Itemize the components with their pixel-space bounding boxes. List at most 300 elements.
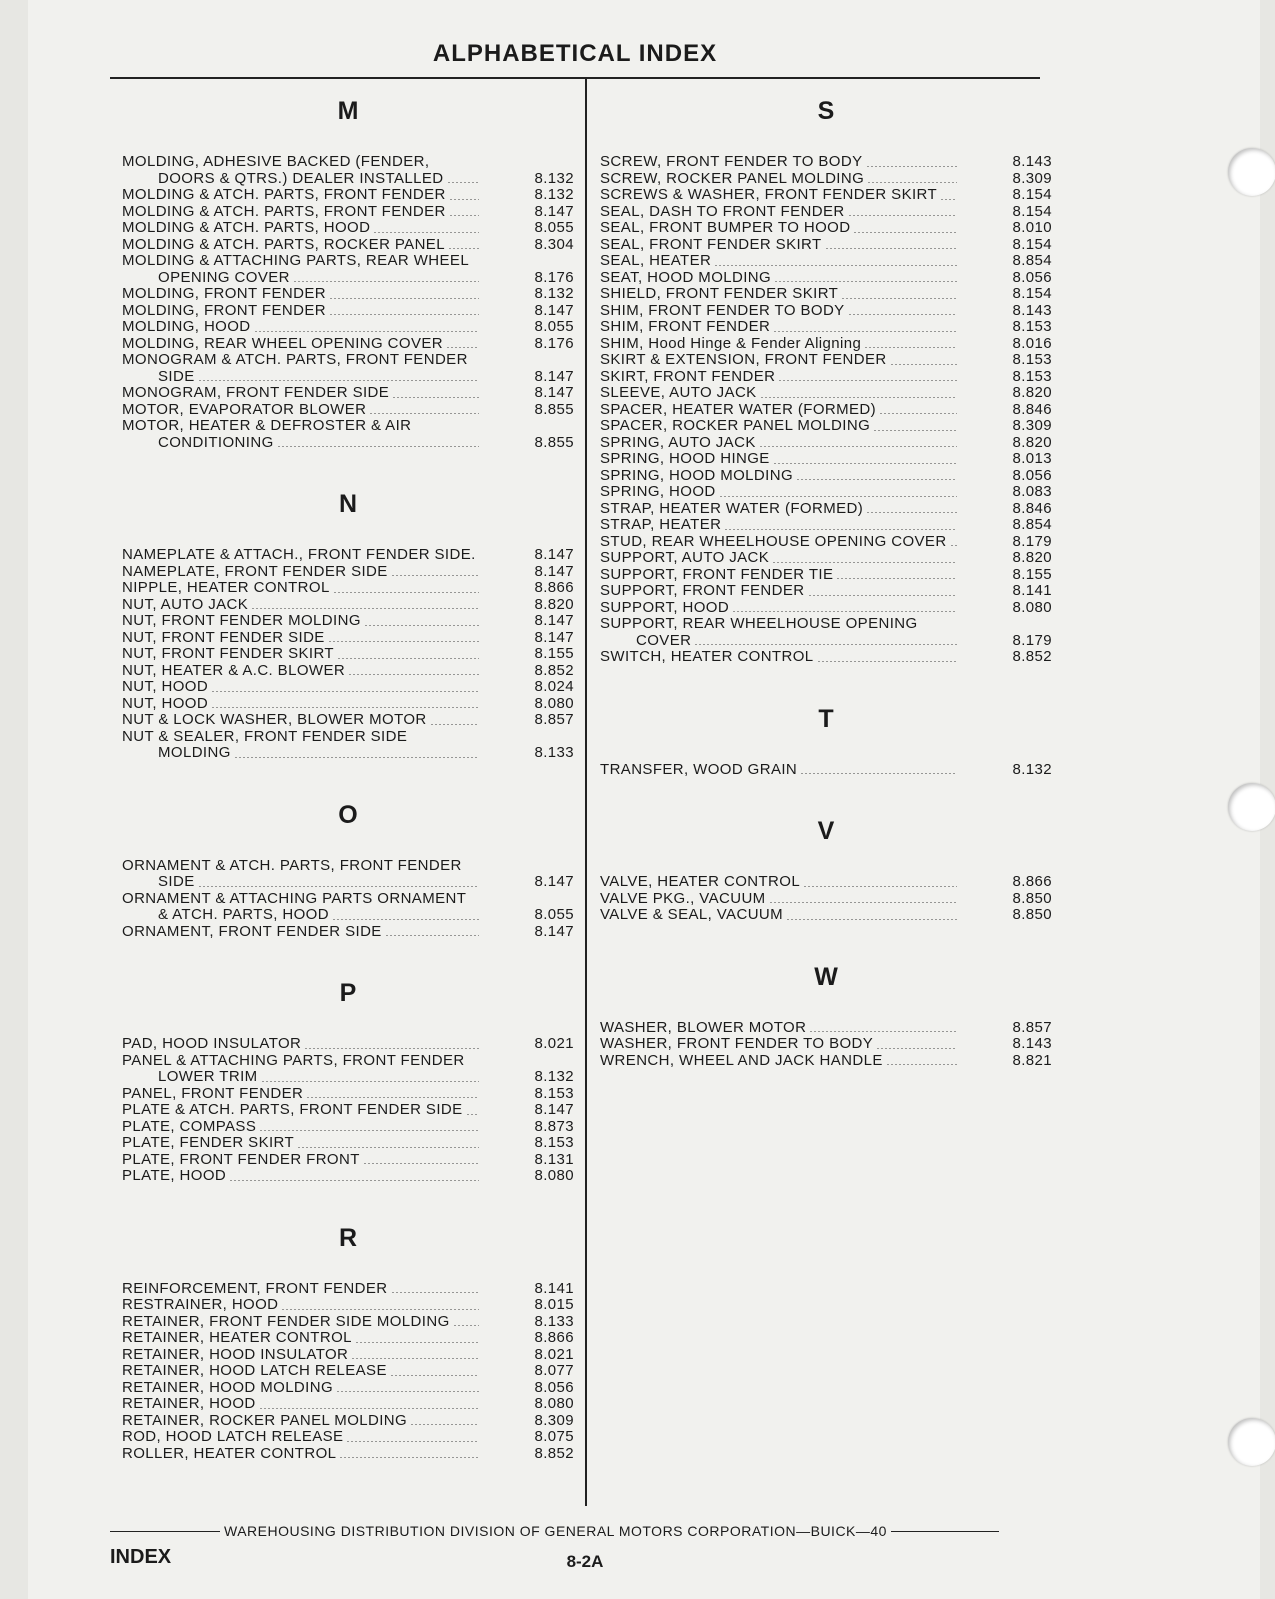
page-reference: 8.846 <box>1012 400 1052 418</box>
leader-dots <box>329 298 479 299</box>
leader-dots <box>772 562 957 563</box>
leader-dots <box>297 1147 479 1148</box>
entry-text: SEAL, DASH TO FRONT FENDER <box>600 203 845 220</box>
index-entry <box>122 1281 574 1298</box>
page-reference: 8.013 <box>1012 450 1052 467</box>
entry-text: WRENCH, WHEEL AND JACK HANDLE <box>600 1052 883 1069</box>
entry-text: NUT & LOCK WASHER, BLOWER MOTOR <box>122 712 427 728</box>
leader-dots <box>339 1457 479 1458</box>
column-divider <box>585 78 587 1506</box>
left-column <box>122 92 574 1462</box>
page-reference: 8.143 <box>1012 1035 1052 1052</box>
index-entry <box>122 286 574 303</box>
entry-text: NAMEPLATE, FRONT FENDER SIDE <box>122 563 388 580</box>
index-entry <box>600 616 1052 649</box>
section-letter: T <box>818 704 834 733</box>
entry-text: VALVE & SEAL, VACUUM <box>600 907 784 923</box>
page-reference: 8.304 <box>534 235 574 253</box>
index-entry <box>600 517 1052 534</box>
leader-dots <box>363 1163 479 1164</box>
leader-dots <box>853 232 957 233</box>
page-reference: 8.080 <box>1012 598 1052 616</box>
page-reference: 8.866 <box>534 579 574 596</box>
entry-text: SUPPORT, HOOD <box>600 599 730 616</box>
index-section <box>600 700 1052 779</box>
leader-dots <box>449 199 479 200</box>
index-section <box>600 958 1052 1070</box>
leader-dots <box>430 724 479 725</box>
page-reference: 8.820 <box>1012 549 1052 566</box>
index-entry <box>122 204 574 221</box>
section-letter: M <box>337 97 359 125</box>
index-entry <box>122 220 574 237</box>
page-reference: 8.820 <box>1012 384 1052 401</box>
entry-text: SEAL, FRONT FENDER SKIRT <box>600 236 822 253</box>
entry-text: NUT & SEALER, FRONT FENDER SIDE <box>122 728 408 745</box>
page-reference: 8.141 <box>534 1279 574 1297</box>
entry-text: PANEL, FRONT FENDER <box>122 1085 304 1102</box>
index-entry <box>600 1036 1052 1053</box>
page-reference: 8.855 <box>534 433 574 451</box>
page-reference: 8.147 <box>534 628 574 646</box>
index-entry <box>122 547 574 564</box>
leader-dots <box>234 757 479 758</box>
leader-dots <box>333 592 479 593</box>
page-reference: 8.055 <box>534 219 574 236</box>
page-reference: 8.820 <box>534 595 574 613</box>
entry-text: SCREW, FRONT FENDER TO BODY <box>600 154 863 170</box>
leader-dots <box>391 575 479 576</box>
entry-text: NUT, HOOD <box>122 695 209 712</box>
index-section <box>122 1219 574 1463</box>
index-entry <box>600 204 1052 221</box>
index-entry <box>122 1363 574 1380</box>
entry-text: NUT, FRONT FENDER SKIRT <box>122 646 334 662</box>
index-section <box>122 974 574 1185</box>
entry-text: NUT, FRONT FENDER MOLDING <box>122 613 361 629</box>
section-letter: O <box>338 800 358 829</box>
index-section <box>600 92 1052 666</box>
entry-text: SWITCH, HEATER CONTROL <box>600 649 814 665</box>
leader-dots <box>809 1031 957 1032</box>
index-entry <box>122 630 574 647</box>
index-entry <box>122 154 574 187</box>
index-entry <box>122 663 574 680</box>
leader-dots <box>281 1309 479 1310</box>
index-entry <box>600 303 1052 320</box>
page-reference: 8.155 <box>1012 565 1052 583</box>
entry-text: ROD, HOOD LATCH RELEASE <box>122 1429 344 1445</box>
index-entry <box>122 1380 574 1397</box>
index-entry <box>600 352 1052 369</box>
page-reference: 8.179 <box>1012 631 1052 649</box>
index-entry <box>600 649 1052 666</box>
entry-text: VALVE PKG., VACUUM <box>600 890 766 907</box>
entry-text: NUT, HOOD <box>122 679 209 695</box>
page-reference: 8.010 <box>1012 219 1052 236</box>
index-entry <box>600 319 1052 336</box>
entry-text: MOTOR, HEATER & DEFROSTER & AIR <box>122 418 412 434</box>
page-reference: 8.024 <box>534 678 574 695</box>
page-reference: 8.147 <box>534 1101 574 1118</box>
leader-dots <box>773 331 957 332</box>
entry-text: MONOGRAM, FRONT FENDER SIDE <box>122 385 390 401</box>
index-entry <box>600 369 1052 386</box>
entry-text: MOLDING & ATTACHING PARTS, REAR WHEEL <box>122 253 470 269</box>
leader-dots <box>453 1325 479 1326</box>
index-entry <box>600 484 1052 501</box>
page-reference: 8.133 <box>534 1312 574 1330</box>
leader-dots <box>808 595 957 596</box>
entry-text: DOORS & QTRS.) DEALER INSTALLED <box>158 170 444 187</box>
entry-text: SUPPORT, AUTO JACK <box>600 550 770 566</box>
leader-dots <box>351 1358 479 1359</box>
page-reference: 8.846 <box>1012 499 1052 517</box>
page-reference: 8.075 <box>534 1428 574 1445</box>
page-reference: 8.154 <box>1012 285 1052 302</box>
page-reference: 8.147 <box>534 367 574 385</box>
entry-text: NUT, FRONT FENDER SIDE <box>122 629 325 646</box>
index-entry <box>122 1119 574 1136</box>
entry-text: RETAINER, HOOD <box>122 1396 256 1412</box>
section-gap <box>122 451 574 485</box>
leader-dots <box>390 1375 479 1376</box>
leader-dots <box>786 919 957 920</box>
entry-text: LOWER TRIM <box>158 1069 258 1085</box>
entry-text: OPENING COVER <box>158 269 290 286</box>
entry-text: MOLDING & ATCH. PARTS, FRONT FENDER <box>122 187 446 203</box>
index-entry <box>600 385 1052 402</box>
page-reference: 8.021 <box>534 1345 574 1363</box>
binder-hole <box>1228 148 1275 196</box>
page-reference: 8.857 <box>1012 1018 1052 1036</box>
leader-dots <box>304 1048 479 1049</box>
page-reference: 8.080 <box>534 1395 574 1412</box>
entry-text: SKIRT & EXTENSION, FRONT FENDER <box>600 352 887 368</box>
page-reference: 8.179 <box>1012 532 1052 550</box>
leader-dots <box>332 919 479 920</box>
leader-dots <box>448 248 479 249</box>
index-entry <box>122 187 574 204</box>
index-entry <box>122 712 574 729</box>
entry-text: SLEEVE, AUTO JACK <box>600 385 757 401</box>
title-rule <box>110 77 1040 79</box>
index-entry <box>600 171 1052 188</box>
page-reference: 8.873 <box>534 1117 574 1135</box>
page-reference: 8.854 <box>1012 252 1052 269</box>
index-entry <box>600 550 1052 567</box>
entry-text: REINFORCEMENT, FRONT FENDER <box>122 1280 388 1297</box>
index-entry <box>600 451 1052 468</box>
leader-dots <box>293 281 479 282</box>
leader-dots <box>306 1097 479 1098</box>
entry-text: RETAINER, ROCKER PANEL MOLDING <box>122 1412 408 1429</box>
leader-dots <box>346 1441 479 1442</box>
page-reference: 8.852 <box>1012 648 1052 665</box>
page-reference: 8.133 <box>534 744 574 761</box>
index-entry <box>600 402 1052 419</box>
entry-text: STRAP, HEATER <box>600 517 722 533</box>
entry-text: SUPPORT, FRONT FENDER <box>600 583 805 599</box>
index-entry <box>600 418 1052 435</box>
index-entry <box>122 385 574 402</box>
entry-text: NIPPLE, HEATER CONTROL <box>122 580 330 596</box>
leader-dots <box>447 182 479 183</box>
index-entry <box>122 646 574 663</box>
entry-text: NUT, AUTO JACK <box>122 596 249 613</box>
entry-text: PLATE, COMPASS <box>122 1118 257 1135</box>
entry-text: MOLDING, FRONT FENDER <box>122 302 326 319</box>
entry-text: MOLDING & ATCH. PARTS, HOOD <box>122 220 371 236</box>
index-entry <box>600 1053 1052 1070</box>
page-reference: 8.821 <box>1012 1051 1052 1069</box>
index-entry <box>122 1347 574 1364</box>
leader-dots <box>198 380 479 381</box>
entry-text: MOLDING, ADHESIVE BACKED (FENDER, <box>122 154 430 170</box>
entry-text: RETAINER, HOOD INSULATOR <box>122 1346 349 1363</box>
leader-dots <box>873 430 957 431</box>
page-reference: 8.820 <box>1012 433 1052 451</box>
index-entry <box>600 762 1052 779</box>
index-entry <box>600 501 1052 518</box>
leader-dots <box>867 182 957 183</box>
page-reference: 8.309 <box>1012 169 1052 187</box>
leader-dots <box>446 347 479 348</box>
index-section <box>600 812 1052 924</box>
entry-text: SPACER, HEATER WATER (FORMED) <box>600 401 877 418</box>
section-gap <box>600 666 1052 700</box>
index-entry <box>122 1152 574 1169</box>
section-letter: N <box>338 490 358 518</box>
index-entry <box>600 220 1052 237</box>
section-letter: V <box>817 817 835 845</box>
index-entry <box>600 253 1052 270</box>
entry-text: ORNAMENT & ATCH. PARTS, FRONT FENDER <box>122 857 462 874</box>
entry-text: MONOGRAM & ATCH. PARTS, FRONT FENDER <box>122 352 468 368</box>
leader-dots <box>277 446 479 447</box>
index-entry <box>600 237 1052 254</box>
entry-text: SEAL, HEATER <box>600 253 712 269</box>
leader-dots <box>803 886 957 887</box>
entry-text: PANEL & ATTACHING PARTS, FRONT FENDER <box>122 1052 465 1069</box>
entry-text: RESTRAINER, HOOD <box>122 1297 279 1313</box>
page-reference: 8.147 <box>534 922 574 940</box>
leader-dots <box>364 625 479 626</box>
index-entry <box>600 336 1052 353</box>
entry-text: MOLDING, FRONT FENDER <box>122 286 326 302</box>
entry-text: SPACER, ROCKER PANEL MOLDING <box>600 418 871 434</box>
entry-text: SCREW, ROCKER PANEL MOLDING <box>600 170 865 187</box>
index-entry <box>122 1413 574 1430</box>
footer-section-label: INDEX <box>110 1546 172 1568</box>
entry-text: & ATCH. PARTS, HOOD <box>158 907 329 923</box>
leader-dots <box>879 413 957 414</box>
index-section <box>122 796 574 941</box>
index-entry <box>600 907 1052 924</box>
index-entry <box>122 1446 574 1463</box>
entry-text: MOTOR, EVAPORATOR BLOWER <box>122 401 367 418</box>
index-entry <box>122 891 574 924</box>
page-reference: 8.153 <box>1012 367 1052 385</box>
page-reference: 8.147 <box>534 562 574 580</box>
page-reference: 8.852 <box>534 1444 574 1462</box>
page-reference: 8.077 <box>534 1362 574 1379</box>
page-reference: 8.850 <box>1012 906 1052 923</box>
entry-text: SEAT, HOOD MOLDING <box>600 269 772 286</box>
entry-text: SHIM, Hood Hinge & Fender Aligning <box>600 335 862 352</box>
index-entry <box>122 1086 574 1103</box>
index-entry <box>122 613 574 630</box>
leader-dots <box>259 1408 479 1409</box>
entry-text: SCREWS & WASHER, FRONT FENDER SKIRT <box>600 187 938 203</box>
page-reference: 8.056 <box>1012 268 1052 286</box>
index-entry <box>122 858 574 891</box>
entry-text: SKIRT, FRONT FENDER <box>600 368 776 385</box>
leader-dots <box>329 314 479 315</box>
index-entry <box>600 435 1052 452</box>
index-entry <box>122 402 574 419</box>
entry-text: ORNAMENT, FRONT FENDER SIDE <box>122 923 382 940</box>
entry-text: VALVE, HEATER CONTROL <box>600 874 801 890</box>
section-letter: R <box>338 1223 358 1252</box>
leader-dots <box>760 397 957 398</box>
index-entry <box>122 1053 574 1086</box>
page-reference: 8.866 <box>534 1329 574 1346</box>
leader-dots <box>769 902 957 903</box>
page-reference: 8.153 <box>1012 318 1052 335</box>
index-entry <box>600 286 1052 303</box>
index-entry <box>600 874 1052 891</box>
leader-dots <box>254 331 479 332</box>
index-entry <box>600 270 1052 287</box>
entry-text: ORNAMENT & ATTACHING PARTS ORNAMENT <box>122 890 467 907</box>
entry-text: SHIM, FRONT FENDER TO BODY <box>600 302 845 319</box>
page-reference: 8.154 <box>1012 186 1052 203</box>
entry-text: MOLDING & ATCH. PARTS, ROCKER PANEL <box>122 236 445 253</box>
page-reference: 8.021 <box>534 1035 574 1052</box>
index-entry <box>122 1330 574 1347</box>
page-reference: 8.866 <box>1012 873 1052 890</box>
entry-text: RETAINER, HOOD LATCH RELEASE <box>122 1363 387 1379</box>
page-reference: 8.176 <box>534 268 574 286</box>
leader-dots <box>950 545 957 546</box>
leader-dots <box>800 773 957 774</box>
entry-text: WASHER, FRONT FENDER TO BODY <box>600 1036 874 1052</box>
leader-dots <box>848 314 957 315</box>
entry-text: WASHER, BLOWER MOTOR <box>600 1019 807 1036</box>
leader-dots <box>841 298 957 299</box>
page-reference: 8.176 <box>534 334 574 352</box>
page-reference: 8.083 <box>1012 483 1052 500</box>
entry-text: PLATE, FRONT FENDER FRONT <box>122 1151 360 1168</box>
entry-text: SPRING, HOOD MOLDING <box>600 467 794 484</box>
index-entry <box>600 567 1052 584</box>
page-reference: 8.147 <box>534 873 574 890</box>
entry-text: ROLLER, HEATER CONTROL <box>122 1445 337 1462</box>
page-reference: 8.857 <box>534 711 574 728</box>
index-entry <box>600 583 1052 600</box>
right-column <box>600 92 1052 1069</box>
leader-dots <box>229 1180 479 1181</box>
leader-dots <box>373 232 479 233</box>
page-reference: 8.855 <box>534 400 574 418</box>
page-reference: 8.015 <box>534 1296 574 1313</box>
page-reference: 8.132 <box>534 186 574 203</box>
index-entry <box>122 1396 574 1413</box>
page-reference: 8.153 <box>534 1084 574 1102</box>
entry-text: PLATE & ATCH. PARTS, FRONT FENDER SIDE <box>122 1102 463 1118</box>
index-entry <box>122 237 574 254</box>
leader-dots <box>773 463 957 464</box>
index-entry <box>122 253 574 286</box>
page-reference: 8.309 <box>534 1411 574 1429</box>
entry-text: RETAINER, HOOD MOLDING <box>122 1379 334 1396</box>
leader-dots <box>259 1130 479 1131</box>
index-entry <box>122 924 574 941</box>
section-gap <box>600 924 1052 958</box>
page-reference: 8.147 <box>534 612 574 629</box>
page-reference: 8.154 <box>1012 202 1052 220</box>
leader-dots <box>694 644 957 645</box>
entry-text: NAMEPLATE & ATTACH., FRONT FENDER SIDE. <box>122 547 476 563</box>
leader-dots <box>449 215 479 216</box>
leader-dots <box>836 578 957 579</box>
entry-text: SUPPORT, FRONT FENDER TIE <box>600 566 834 583</box>
page-reference: 8.080 <box>534 1167 574 1184</box>
entry-text: STRAP, HEATER WATER (FORMED) <box>600 500 864 517</box>
entry-text: TRANSFER, WOOD GRAIN <box>600 761 798 778</box>
page-reference: 8.131 <box>534 1150 574 1168</box>
section-letter: P <box>339 979 357 1007</box>
leader-dots <box>866 166 958 167</box>
leader-dots <box>369 413 479 414</box>
entry-text: SIDE <box>158 874 195 890</box>
index-entry <box>600 891 1052 908</box>
page-title: ALPHABETICAL INDEX <box>432 40 718 67</box>
index-entry <box>122 352 574 385</box>
index-entry <box>122 580 574 597</box>
entry-text: SPRING, AUTO JACK <box>600 434 756 451</box>
binder-hole <box>1228 783 1275 831</box>
section-letter: W <box>814 962 838 991</box>
binder-hole <box>1228 1418 1275 1466</box>
leader-dots <box>759 446 957 447</box>
leader-dots <box>337 658 479 659</box>
page-reference: 8.016 <box>1012 334 1052 352</box>
index-entry <box>600 154 1052 171</box>
footer-division-text: WAREHOUSING DISTRIBUTION DIVISION OF GENERAL MOTORS CORPORATION—BUICK—40 <box>224 1523 887 1539</box>
leader-dots <box>866 512 957 513</box>
page-reference: 8.055 <box>534 318 574 335</box>
page-reference: 8.147 <box>534 546 574 563</box>
leader-dots <box>864 347 957 348</box>
leader-dots <box>348 674 479 675</box>
leader-dots <box>211 707 479 708</box>
leader-dots <box>251 608 479 609</box>
page-reference: 8.132 <box>1012 760 1052 778</box>
page-reference: 8.147 <box>534 202 574 220</box>
entry-text: MOLDING <box>158 745 231 761</box>
leader-dots <box>719 496 957 497</box>
leader-dots <box>211 691 479 692</box>
leader-dots <box>774 281 957 282</box>
entry-text: COVER <box>636 632 692 649</box>
page-reference: 8.153 <box>534 1134 574 1151</box>
index-entry <box>600 534 1052 551</box>
entry-text: STUD, REAR WHEELHOUSE OPENING COVER <box>600 533 947 550</box>
entry-text: SHIM, FRONT FENDER <box>600 319 771 335</box>
index-section <box>122 92 574 451</box>
